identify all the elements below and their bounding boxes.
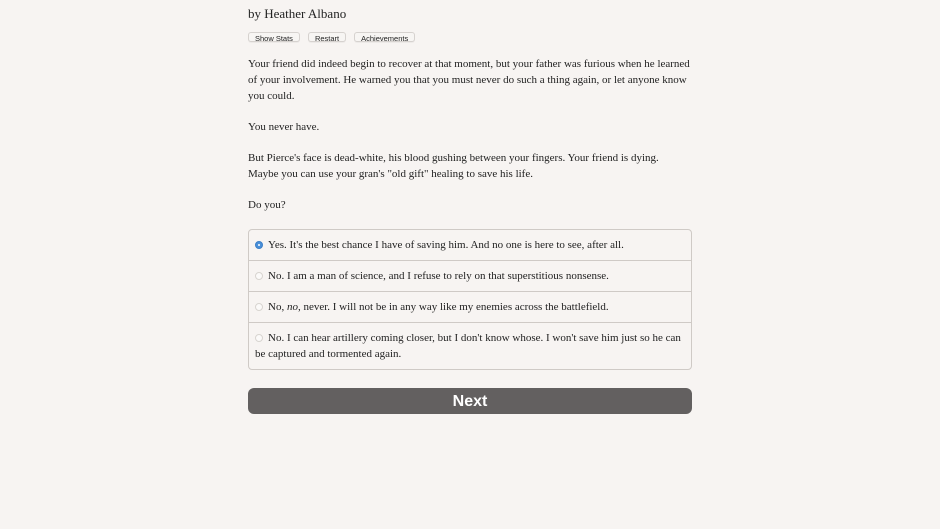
choice-label-emphasis: no xyxy=(286,301,298,313)
choice-label: No. I can hear artillery coming closer, but I don't know whose. I won't save him just so he can be captured and tormented again. xyxy=(255,332,681,360)
radio-unselected-icon[interactable] xyxy=(255,334,263,342)
restart-button[interactable]: Restart xyxy=(308,32,346,42)
passage-paragraph: Your friend did indeed begin to recover at that moment, but your father was furious when he learned of your involvement. He warned you that you must never do such a thing again, or let anyone know you could. xyxy=(248,58,690,102)
next-button[interactable]: Next xyxy=(248,388,692,414)
story-passage xyxy=(248,56,692,228)
passage-paragraph: But Pierce's face is dead-white, his blood gushing between your fingers. Your friend is dying. Maybe you can use your gran's "old gift" healing to save his life. xyxy=(248,152,659,180)
passage-paragraph: You never have. xyxy=(248,121,320,133)
passage-question: Do you? xyxy=(248,199,286,211)
radio-unselected-icon[interactable] xyxy=(255,272,263,280)
choice-option-3[interactable] xyxy=(249,292,691,323)
radio-unselected-icon[interactable] xyxy=(255,303,263,311)
choice-option-1[interactable] xyxy=(249,230,691,261)
author-byline: by Heather Albano xyxy=(248,6,347,21)
show-stats-button[interactable]: Show Stats xyxy=(248,32,300,42)
choice-list xyxy=(248,229,692,370)
achievements-button[interactable]: Achievements xyxy=(354,32,415,42)
choice-label: Yes. It's the best chance I have of saving him. And no one is here to see, after all. xyxy=(268,239,624,251)
radio-selected-icon[interactable] xyxy=(255,241,263,249)
choice-option-2[interactable] xyxy=(249,261,691,292)
choice-option-4[interactable] xyxy=(249,323,691,369)
toolbar xyxy=(248,32,415,42)
choice-label-pre: No, xyxy=(268,301,287,313)
choice-label: No. I am a man of science, and I refuse to rely on that superstitious nonsense. xyxy=(268,270,609,282)
choice-label-post: , never. I will not be in any way like my enemies across the battlefield. xyxy=(297,301,609,313)
